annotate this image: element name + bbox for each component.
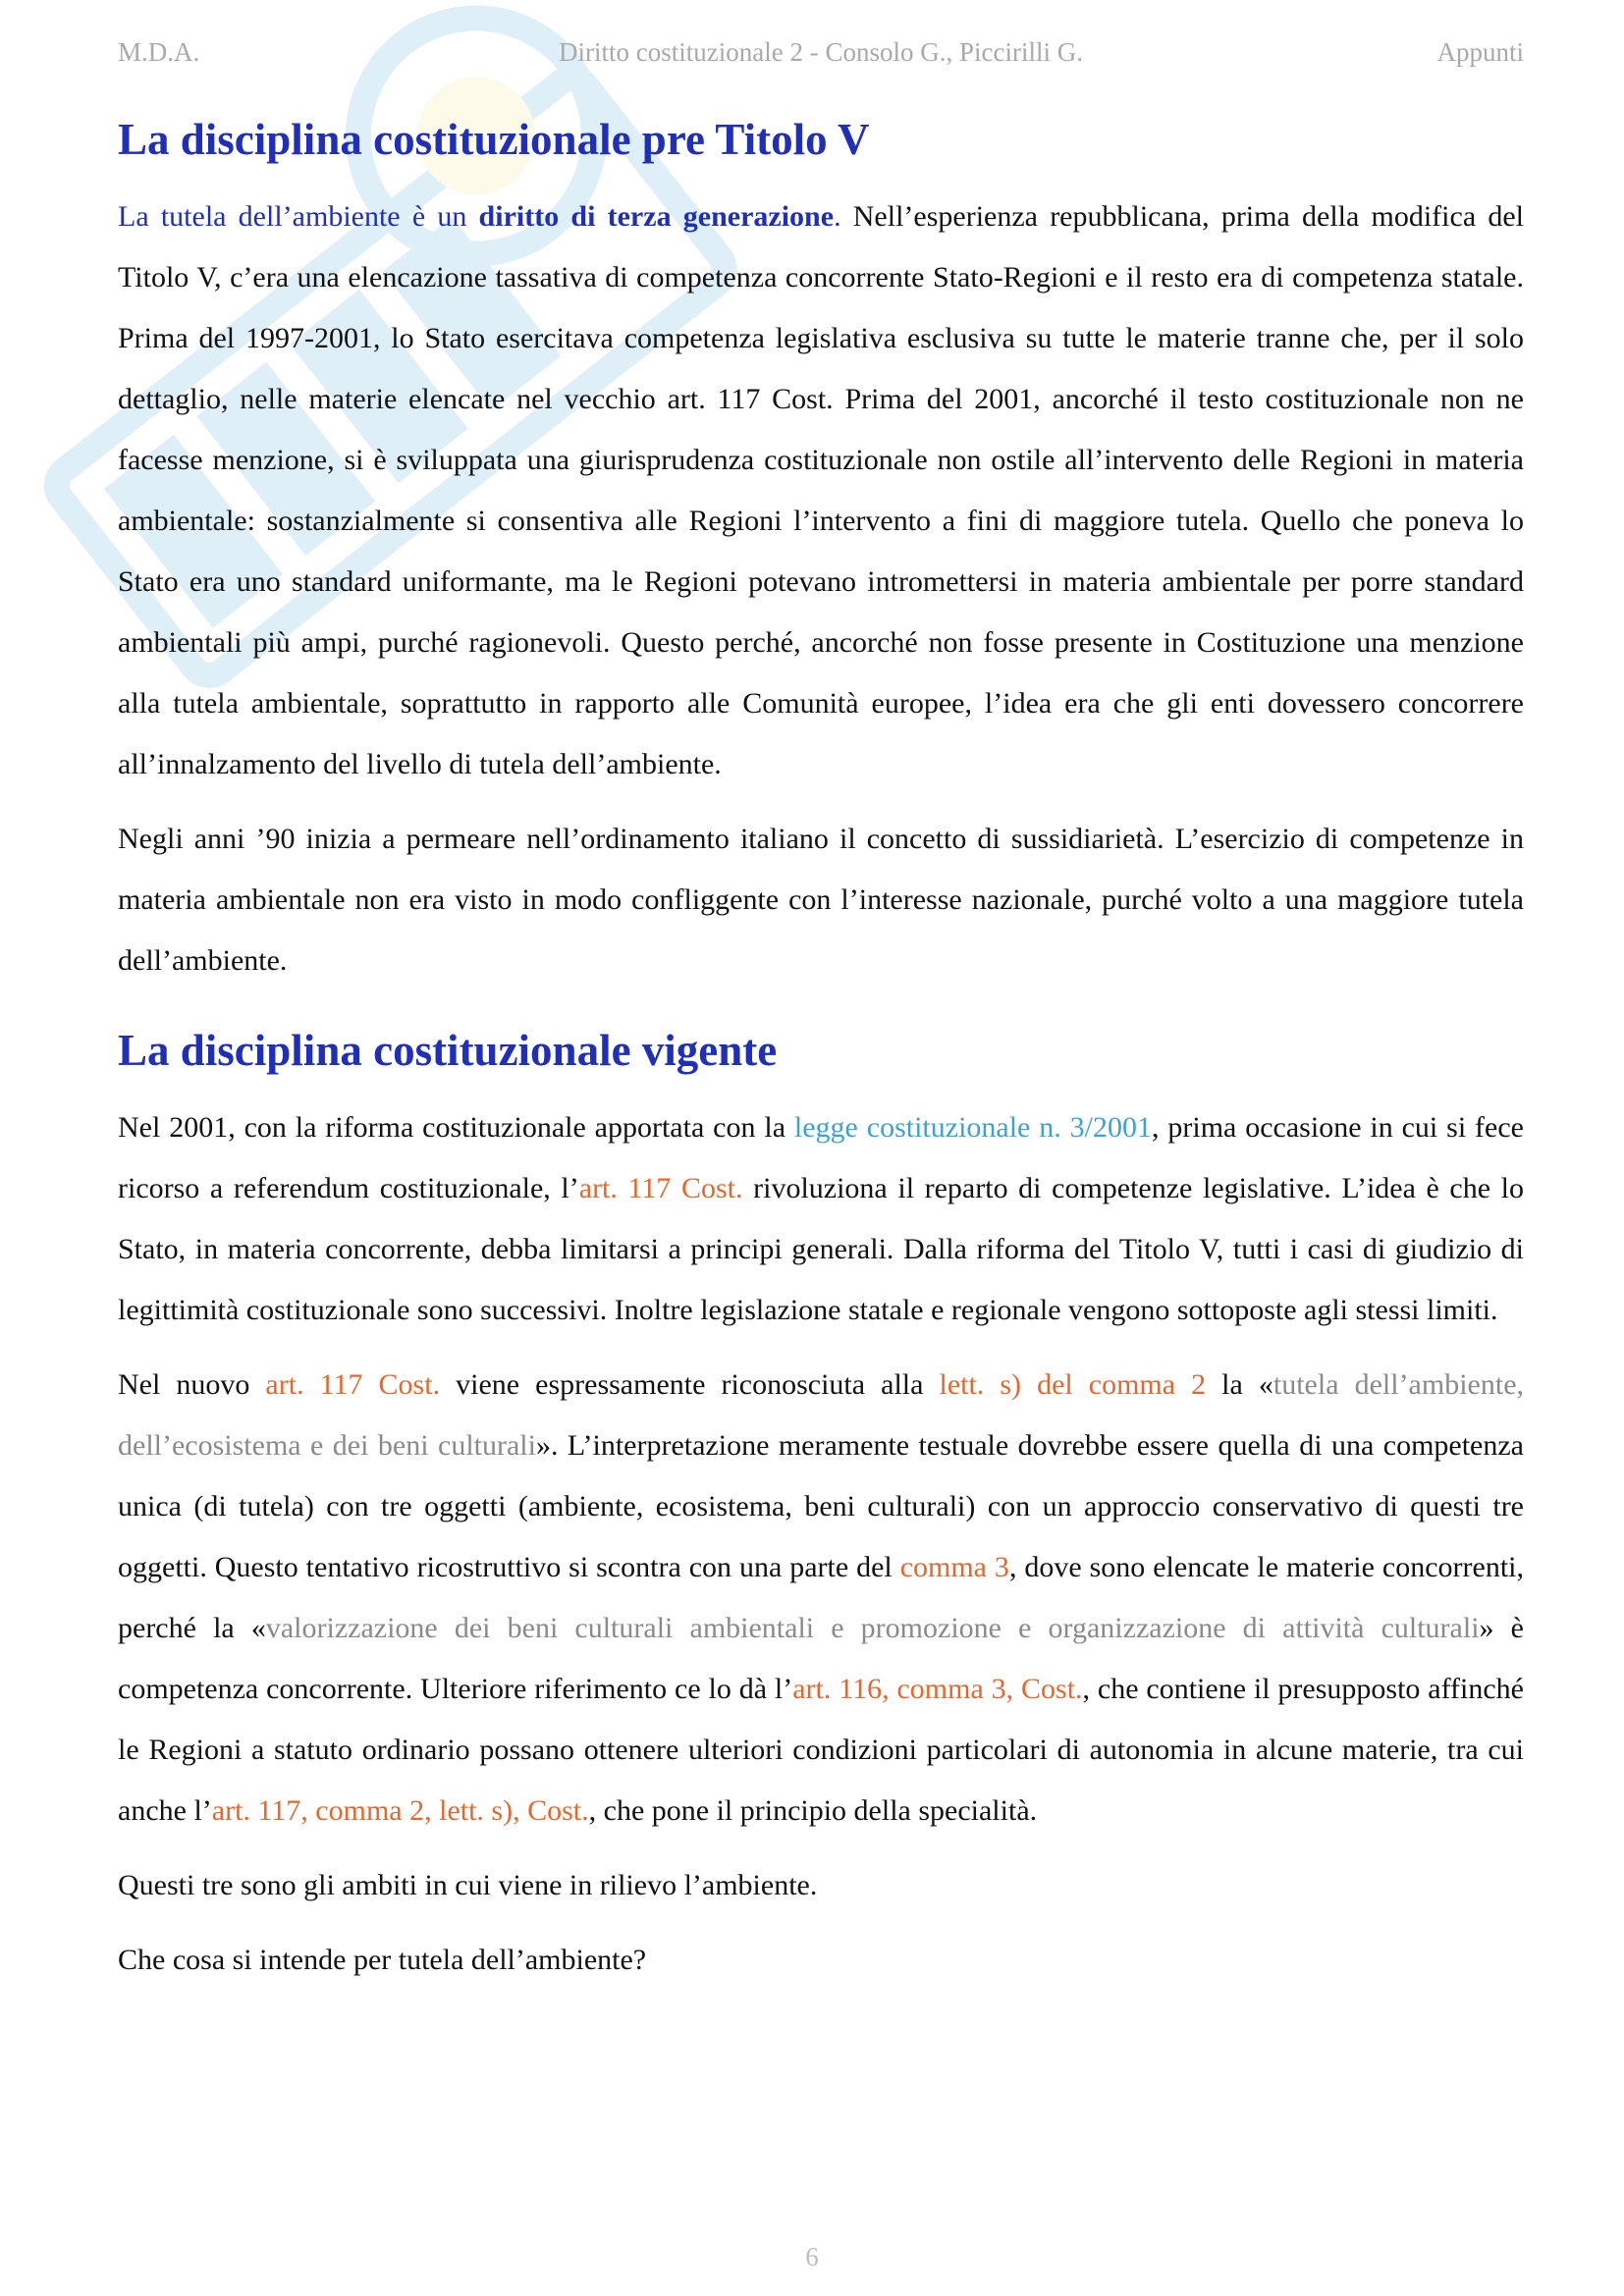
text-run: , che pone il principio della specialità. — [588, 1794, 1038, 1827]
page-number: 6 — [805, 2242, 819, 2271]
text-run: , dove sono elencate le materie concorrenti, perché la « — [118, 1551, 1524, 1644]
quoted-text: tutela dell’ambiente, dell’ecosistema e dei beni culturali — [118, 1368, 1525, 1462]
text-run: , prima occasione in cui si fece ricorso a referendum costituzionale, l’ — [118, 1111, 1524, 1204]
page-header — [118, 37, 1524, 77]
paragraph-pre-titolo-v-1 — [118, 187, 1524, 795]
text-run: Nel nuovo — [118, 1368, 266, 1401]
text-run: , che contiene il presupposto affinché le Regioni a statuto ordinario possano ottenere ulteriori condizioni particolari di autonomia in alcune materie, tra cui anche l’ — [118, 1673, 1524, 1827]
emphasis-term: diritto di terza generazione — [478, 200, 835, 233]
document-body — [118, 110, 1524, 2004]
text-run: la « — [1206, 1368, 1273, 1401]
paragraph-vigente-1 — [118, 1097, 1524, 1341]
text-run: . — [834, 200, 841, 233]
text-run: viene espressamente riconosciuta alla — [440, 1368, 940, 1401]
text-run: Nell’esperienza repubblicana, prima della modifica del Titolo V, c’era una elencazione tassativa di competenza concorrente Stato-Regioni e il resto era di competenza statale. Prima del 1997-2001, lo Stato esercitava competenza legislativa esclusiva su tutte le materie tranne che, per il solo dettaglio, nelle materie elencate nel vecchio art. 117 Cost. Prima del 2001, ancorché il testo costituzionale non ne facesse menzione, si è sviluppata una giurisprudenza costituzionale non ostile all’intervento delle Regioni in materia ambientale: sostanzialmente si consentiva alle Regioni l’intervento a fini di maggiore tutela. Quello che poneva lo Stato era uno standard uniformante, ma le Regioni potevano intromettersi in materia ambientale per porre standard ambientali più ampi, purché ragionevoli. Questo perché, ancorché non fosse presente in Costituzione una menzione alla tutela ambientale, soprattutto in rapporto alle Comunità europee, l’idea era che gli enti dovessero concorrere all’innalzamento del livello di tutela dell’ambiente. — [118, 200, 1524, 780]
paragraph-vigente-2 — [118, 1355, 1524, 1842]
quoted-text: valorizzazione dei beni culturali ambientali e promozione e organizzazione di attività culturali — [265, 1612, 1480, 1644]
article-reference[interactable]: art. 117, comma 2, lett. s), Cost. — [211, 1794, 589, 1827]
paragraph-vigente-3: Questi tre sono gli ambiti in cui viene in rilievo l’ambiente. — [118, 1869, 818, 1901]
article-reference[interactable]: art. 117 Cost. — [578, 1172, 743, 1204]
text-run: Nel 2001, con la riforma costituzionale apportata con la — [118, 1111, 794, 1144]
law-reference-link[interactable]: legge costituzionale n. 3/2001 — [793, 1111, 1152, 1144]
header-title: Diritto costituzionale 2 - Consolo G., Piccirilli G. — [559, 37, 1083, 67]
section-heading-pre-titolo-v: La disciplina costituzionale pre Titolo V — [118, 115, 870, 164]
section-heading-vigente: La disciplina costituzionale vigente — [118, 1026, 778, 1075]
article-reference[interactable]: comma 3 — [899, 1551, 1009, 1583]
text-run: » è competenza concorrente. Ulteriore riferimento ce lo dà l’ — [118, 1612, 1524, 1705]
article-reference[interactable]: art. 117 Cost. — [265, 1368, 441, 1401]
article-reference[interactable]: lett. s) del comma 2 — [939, 1368, 1207, 1401]
paragraph-pre-titolo-v-2: Negli anni ’90 inizia a permeare nell’ordinamento italiano il concetto di sussidiarietà. L’esercizio di competenze in materia ambientale non era visto in modo confliggente con l’interesse nazionale, purché volto a una maggiore tutela dell’ambiente. — [118, 823, 1524, 977]
text-run: La tutela dell’ambiente è un — [118, 200, 479, 233]
article-reference[interactable]: art. 116, comma 3, Cost. — [792, 1673, 1083, 1705]
paragraph-vigente-4: Che cosa si intende per tutela dell’ambiente? — [118, 1944, 647, 1976]
text-run: rivoluziona il reparto di competenze legislative. L’idea è che lo Stato, in materia concorrente, debba limitarsi a principi generali. Dalla riforma del Titolo V, tutti i casi di giudizio di legittimità costituzionale sono successivi. Inoltre legislazione statale e regionale vengono sottoposte agli stessi limiti. — [118, 1172, 1525, 1326]
header-author: M.D.A. — [118, 37, 200, 67]
text-run: ». L’interpretazione meramente testuale dovrebbe essere quella di una competenza unica (di tutela) con tre oggetti (ambiente, ecosistema, beni culturali) con un approccio conservativo di questi tre oggetti. Questo tentativo ricostruttivo si scontra con una parte del — [118, 1429, 1524, 1583]
header-doc-type: Appunti — [1436, 37, 1524, 67]
